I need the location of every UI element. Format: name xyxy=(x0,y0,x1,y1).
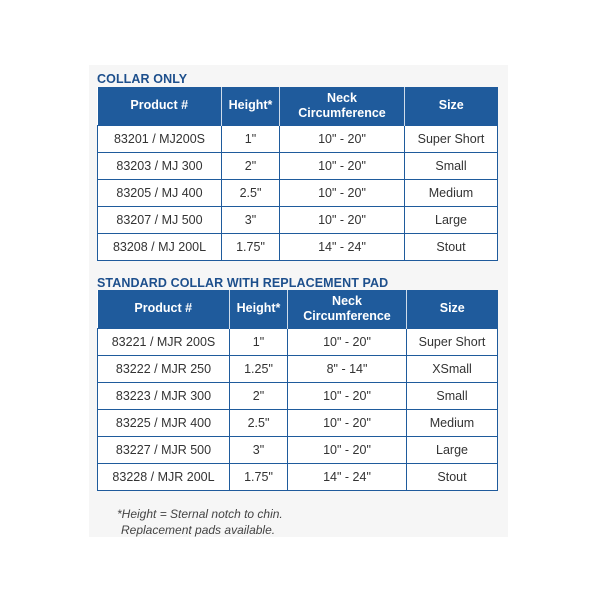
column-header-neck-circumference xyxy=(288,290,407,328)
cell-product: 83207 / MJ 500 xyxy=(98,206,222,233)
cell-neck: 10" - 20" xyxy=(288,436,407,463)
neck-header-line1: Neck xyxy=(327,90,357,105)
cell-size: Super Short xyxy=(405,125,498,152)
table-row xyxy=(98,179,498,206)
cell-neck: 10" - 20" xyxy=(280,125,405,152)
cell-neck: 14" - 24" xyxy=(288,463,407,490)
cell-product: 83223 / MJR 300 xyxy=(98,382,230,409)
cell-size: XSmall xyxy=(407,355,498,382)
table-row xyxy=(98,125,498,152)
cell-neck: 10" - 20" xyxy=(288,382,407,409)
cell-product: 83222 / MJR 250 xyxy=(98,355,230,382)
standard-collar-table xyxy=(97,290,498,491)
cell-height: 1" xyxy=(222,125,280,152)
cell-height: 3" xyxy=(222,206,280,233)
cell-neck: 10" - 20" xyxy=(288,328,407,355)
neck-header-line2: Circumference xyxy=(303,308,391,323)
table-header-row xyxy=(98,87,498,125)
cell-neck: 10" - 20" xyxy=(288,409,407,436)
footnote-replacement-pads: Replacement pads available. xyxy=(121,523,276,537)
cell-height: 2" xyxy=(230,382,288,409)
footnote-height-definition: *Height = Sternal notch to chin. xyxy=(117,507,283,521)
cell-product: 83221 / MJR 200S xyxy=(98,328,230,355)
cell-size: Small xyxy=(405,152,498,179)
cell-product: 83208 / MJ 200L xyxy=(98,233,222,260)
column-header-height: Height* xyxy=(222,87,280,125)
cell-height: 1.75" xyxy=(222,233,280,260)
cell-product: 83225 / MJR 400 xyxy=(98,409,230,436)
column-header-height: Height* xyxy=(230,290,288,328)
column-header-size: Size xyxy=(407,290,498,328)
cell-neck: 10" - 20" xyxy=(280,206,405,233)
cell-product: 83205 / MJ 400 xyxy=(98,179,222,206)
cell-size: Large xyxy=(405,206,498,233)
cell-neck: 10" - 20" xyxy=(280,152,405,179)
section-title-standard-collar: STANDARD COLLAR WITH REPLACEMENT PAD xyxy=(97,276,389,290)
cell-height: 3" xyxy=(230,436,288,463)
column-header-neck-circumference xyxy=(280,87,405,125)
cell-product: 83203 / MJ 300 xyxy=(98,152,222,179)
cell-neck: 10" - 20" xyxy=(280,179,405,206)
table-row xyxy=(98,328,498,355)
column-header-product: Product # xyxy=(98,290,230,328)
table-row xyxy=(98,382,498,409)
column-header-size: Size xyxy=(405,87,498,125)
cell-product: 83228 / MJR 200L xyxy=(98,463,230,490)
table-row xyxy=(98,233,498,260)
cell-height: 2.5" xyxy=(230,409,288,436)
cell-height: 2.5" xyxy=(222,179,280,206)
table-row xyxy=(98,355,498,382)
cell-size: Stout xyxy=(405,233,498,260)
table-row xyxy=(98,409,498,436)
table-header-row xyxy=(98,290,498,328)
table-row xyxy=(98,152,498,179)
cell-height: 2" xyxy=(222,152,280,179)
neck-header-line1: Neck xyxy=(332,293,362,308)
table-row xyxy=(98,436,498,463)
neck-header-line2: Circumference xyxy=(298,105,386,120)
cell-size: Small xyxy=(407,382,498,409)
cell-height: 1.25" xyxy=(230,355,288,382)
cell-neck: 14" - 24" xyxy=(280,233,405,260)
cell-size: Stout xyxy=(407,463,498,490)
table-row xyxy=(98,206,498,233)
cell-height: 1" xyxy=(230,328,288,355)
cell-product: 83227 / MJR 500 xyxy=(98,436,230,463)
cell-neck: 8" - 14" xyxy=(288,355,407,382)
cell-size: Medium xyxy=(405,179,498,206)
cell-size: Medium xyxy=(407,409,498,436)
cell-height: 1.75" xyxy=(230,463,288,490)
cell-product: 83201 / MJ200S xyxy=(98,125,222,152)
footnote xyxy=(117,506,283,538)
collar-only-table xyxy=(97,87,498,261)
column-header-product: Product # xyxy=(98,87,222,125)
section-title-collar-only: COLLAR ONLY xyxy=(97,72,188,86)
table-row xyxy=(98,463,498,490)
cell-size: Super Short xyxy=(407,328,498,355)
cell-size: Large xyxy=(407,436,498,463)
